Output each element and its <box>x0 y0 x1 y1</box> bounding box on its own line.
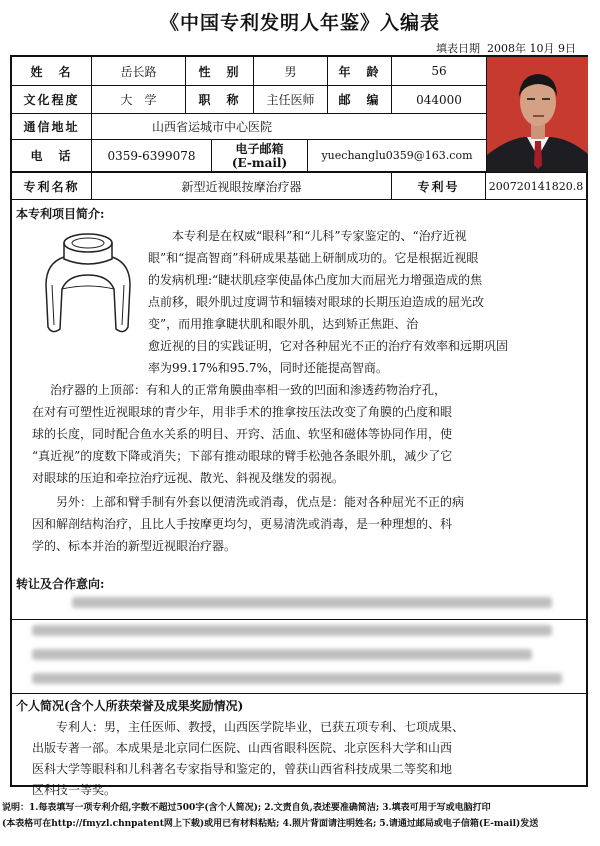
portrait-image <box>487 57 588 172</box>
fill-date-label: 填表日期 <box>436 42 481 55</box>
row-patent <box>12 172 586 200</box>
email-value: yuechanglu0359@163.com <box>321 149 473 162</box>
resume-line: 专利人：男，主任医师、教授，山西医学院毕业，已获五项专利、七项成果、 <box>56 720 465 734</box>
resume-line: 出版专著一部。本成果是北京同仁医院、山西省眼科医院、北京医科大学和山西 <box>32 741 453 755</box>
gender-label: 性 别 <box>186 57 254 85</box>
summary-p3-line: 另外：上部和臂手制有外套以便清洗或消毒，优点是：能对各种屈光不正的病 <box>56 495 465 509</box>
summary-p1-line: 率为99.17%和95.7%，同时还能提高智商。 <box>148 361 388 375</box>
title-label: 职 称 <box>186 86 254 113</box>
gender-value: 男 <box>254 57 328 85</box>
age-value: 56 <box>431 64 447 78</box>
summary-p1-line: 变”，而用推拿睫状肌和眼外肌，达到矫正焦距、治 <box>148 317 419 331</box>
entry-form <box>10 55 588 797</box>
name-value: 岳长路 <box>92 57 186 85</box>
postcode-label: 邮 编 <box>328 86 392 113</box>
resume-heading: 个人简况(含个人所获荣誉及成果奖励情况) <box>16 699 244 713</box>
email-label-cn: 电子邮箱 <box>235 141 284 156</box>
summary-p1-line: 点前移，眼外肌过度调节和辐辏对眼球的长期压迫造成的屈光改 <box>148 295 485 309</box>
row-contact <box>12 140 486 172</box>
summary-p3-line: 因和解剖结构治疗，且比人手按摩更均匀，更易清洗或消毒，是一种理想的、科 <box>32 517 453 531</box>
transfer-heading: 转让及合作意向: <box>16 577 105 591</box>
patent-no-value: 200720141820.8 <box>488 179 584 193</box>
form-notes <box>2 800 598 832</box>
postcode-value: 044000 <box>416 92 462 107</box>
summary-p3-line: 学的、标本并治的新型近视眼治疗器。 <box>32 539 237 553</box>
device-illustration <box>38 229 138 339</box>
resume-line: 医科大学等眼科和儿科著名专家指导和鉴定的，曾获山西省科技成果二等奖和地 <box>32 762 453 776</box>
summary-p2-line: 在对有可塑性近视眼球的青少年，用非手术的推拿按压法改变了角膜的凸度和眼 <box>32 405 453 419</box>
address-value: 山西省运城市中心医院 <box>152 120 273 134</box>
summary-paragraph-2 <box>32 379 586 489</box>
summary-p2-line: 治疗器的上顶部：有和人的正常角膜曲率相一致的凹面和渗透药物治疗孔， <box>50 383 447 397</box>
resume-line: 区科技一等奖。 <box>32 783 117 797</box>
phone-label: 电 话 <box>12 140 92 171</box>
row-basic-2 <box>12 86 486 114</box>
divider <box>12 619 586 620</box>
patent-name-label: 专利名称 <box>12 173 92 199</box>
summary-p1-line: 眼”和“提高智商”科研成果基础上研制成功的。它是根据近视眼 <box>148 251 479 265</box>
summary-p1-line: 本专利是在权威“眼科”和“儿科”专家鉴定的、“治疗近视 <box>172 229 467 243</box>
summary-heading: 本专利项目简介: <box>16 207 105 221</box>
row-address <box>12 114 486 140</box>
title-value: 主任医师 <box>254 86 328 113</box>
summary-p1-line: 的发病机理:“睫状肌痉挛使晶体凸度加大而屈光力增强造成的焦 <box>148 273 483 287</box>
patent-no-label: 专利号 <box>392 173 486 199</box>
summary-p1-line: 愈近视的目的实践证明，它对各种屈光不正的治疗有效率和远期巩固 <box>148 339 509 353</box>
resume-paragraph <box>32 717 586 801</box>
notes-line-1: 说明：1.每表填写一项专利介绍,字数不超过500字(含个人简况); 2.文责自负,表述要准确简洁; 3.填表可用于写或电脑打印 <box>2 803 491 813</box>
email-label-en: (E-mail) <box>231 155 288 170</box>
fill-date-value: 2008年 10月 9日 <box>487 42 576 55</box>
age-label: 年 龄 <box>328 57 392 85</box>
education-label: 文化程度 <box>12 86 92 113</box>
summary-paragraph-3 <box>32 491 586 557</box>
form-title: 《中国专利发明人年鉴》入编表 <box>159 12 440 34</box>
applicant-photo <box>486 57 588 172</box>
summary-p2-line: “真近视”的度数下降或消失；下部有推动眼球的臂手松弛各条眼外肌，减少了它 <box>32 449 453 463</box>
summary-paragraph-1 <box>148 225 586 379</box>
summary-p2-line: 球的长度，同时配合鱼水关系的明目、开窍、活血、软坚和磁体等协同作用，使 <box>32 427 453 441</box>
address-label: 通信地址 <box>12 114 92 139</box>
education-value: 大 学 <box>92 86 186 113</box>
notes-line-2: (本表格可在http://fmyzl.chnpatent网上下载)或用已有材料粘贴; 4.照片背面请注明姓名; 5.请通过邮局或电子信箱(E-mail)发送 <box>2 819 539 829</box>
phone-value: 0359-6399078 <box>92 140 212 171</box>
name-label: 姓 名 <box>12 57 92 85</box>
summary-p2-line: 对眼球的压迫和牵拉治疗远视、散光、斜视及继发的弱视。 <box>32 471 345 485</box>
fill-date <box>436 40 576 56</box>
email-label <box>212 140 308 171</box>
patent-name-value: 新型近视眼按摩治疗器 <box>92 173 392 199</box>
row-basic-1 <box>12 57 486 86</box>
divider <box>12 693 586 694</box>
